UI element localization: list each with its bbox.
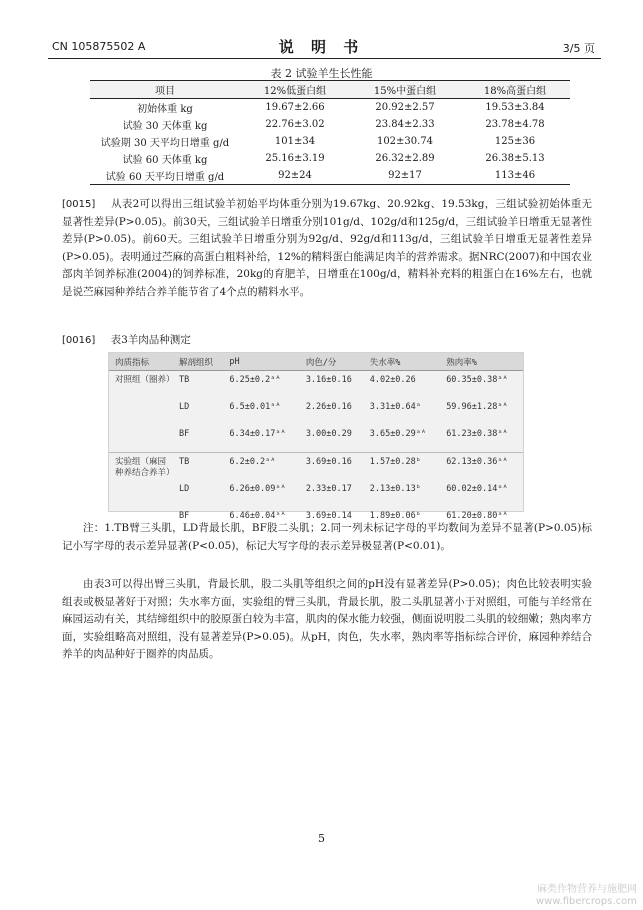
table3-col-header: pH [223,353,299,371]
table3-cell: 62.13±0.36ᵃᴬ [440,453,523,481]
table2-growth-performance [90,80,570,185]
table2-cell: 19.67±2.66 [265,102,325,113]
table3-group-label: 对照组（圈养） [115,375,175,385]
page-indicator: 3/5 页 [562,42,595,55]
table2-row-label: 试验 60 天体重 kg [122,155,208,166]
table3-tissue: BF [179,429,190,439]
table3-cell: 3.69±0.14 [305,511,352,521]
table3-cell: 6.34±0.17ᵃᴬ [229,429,286,439]
table2-row-label: 初始体重 kg [137,104,193,115]
table2-col-header: 项目 [90,81,240,99]
document-title: 说 明 书 [278,38,365,56]
paragraph-0016 [62,332,592,350]
header-divider [48,58,601,59]
table3-meat-quality [109,353,523,534]
table3-cell: 61.23±0.38ᵃᴬ [446,429,508,439]
table3-group-label: 实验组（麻园种养结合养羊） [109,453,173,535]
table3-cell: 6.2±0.2ᵃᴬ [223,453,299,481]
paragraph-tag: [0015] [62,199,96,210]
table3-cell: 4.02±0.26 [369,375,416,385]
table3-cell: 3.65±0.29ᵃᴬ [369,429,427,439]
table3-cell: 1.57±0.28ᵇ [364,453,440,481]
table2-row-label: 试验 30 天体重 kg [122,121,208,132]
table3-row [109,453,523,481]
table3-cell: 6.5±0.01ᵃᴬ [229,402,281,412]
table3-cell: 3.00±0.29 [305,429,352,439]
table2-header-row [90,81,570,99]
table2-row [90,150,570,167]
table2-row [90,116,570,133]
site-watermark [536,884,637,908]
table3-col-header: 肉色/分 [300,353,364,371]
table2-row [90,167,570,185]
table2-cell: 92±17 [350,167,460,185]
table3-row [109,371,523,399]
table3-cell: 2.26±0.16 [305,402,352,412]
table3-cell: 6.25±0.2ᵃᴬ [229,375,281,385]
table2-cell: 101±34 [274,136,316,147]
table3-caption: 表3羊肉品种测定 [110,334,191,346]
table2-cell: 26.32±2.89 [375,153,435,164]
table3-cell: 2.13±0.13ᵇ [369,484,421,494]
table2-col-header: 15%中蛋白组 [350,81,460,99]
table2-cell: 25.16±3.19 [265,153,325,164]
table3-cell: 3.16±0.16 [305,375,352,385]
table3-col-header: 失水率% [364,353,440,371]
table3-tissue: BF [179,511,190,521]
table2-cell: 20.92±2.57 [375,102,435,113]
table3-tissue: LD [179,402,190,412]
table3-cell: 1.89±0.06ᵇ [369,511,421,521]
table2-cell: 19.53±3.84 [485,102,545,113]
table2-row-label: 试验 60 天平均日增重 g/d [90,167,240,185]
table3-col-header: 肉质指标 [109,353,173,371]
table2-row [90,133,570,150]
table2-cell: 102±30.74 [376,136,434,147]
table3-col-header: 熟肉率% [440,353,523,371]
table2-cell: 23.84±2.33 [375,119,435,130]
table2-cell: 23.78±4.78 [485,119,545,130]
table3-header-row [109,353,523,371]
table3-cell: 60.35±0.38ᵃᴬ [446,375,508,385]
paragraph-0015 [62,196,592,302]
table2-row-label: 试验期 30 天平均日增重 g/d [100,138,230,149]
table3-cell: 61.20±0.80ᵃᴬ [446,511,508,521]
table2-caption: 表 2 试验羊生长性能 [270,67,373,80]
table2-col-header: 18%高蛋白组 [460,81,570,99]
table3-tissue: TB [173,453,223,481]
table2-col-header: 12%低蛋白组 [240,81,350,99]
watermark-title: 麻类作物营养与施肥网 [537,884,637,895]
table2-cell: 92±24 [240,167,350,185]
paragraph-text: 从表2可以得出三组试验羊初始平均体重分别为19.67kg、20.92kg、19.53kg，三组试验初始体重无显著性差异(P>0.05)。前30天，三组试验羊日增重分别101g/d、102g/d和125g/d，三组试验羊日增重无显著性差异(P>0.05)。前60天。三组试验羊日增重分别为92g/d、92g/d和113g/d，三组试验羊日增重无显著性差异(P>0.05)。表明通过苎麻的高蛋白粗料补给，12%的精料蛋白能满足肉羊的营养需求。据NRC(2007)和中国农业部肉羊饲养标准(2004)的饲养标准，20kg的育肥羊，日增重在100g/d，精料补充料的粗蛋白在16%左右，也就是说苎麻园种养结合养羊能节省了4个点的精料水平。 [62,198,592,298]
table3-col-header: 解剖组织 [173,353,223,371]
table2-row [90,99,570,117]
table3-cell: 3.69±0.16 [300,453,364,481]
paragraph-tag: [0016] [62,335,96,346]
table3-tissue: TB [179,375,190,385]
table3-cell: 60.02±0.14ᵃᴬ [446,484,508,494]
watermark-url: www.fibercrops.com [535,896,637,907]
table2-cell: 113±46 [460,167,570,185]
table3-cell: 6.26±0.09ᵃᴬ [229,484,286,494]
conclusion-paragraph: 由表3可以得出臂三头肌，背最长肌，股二头肌等组织之间的pH没有显著差异(P>0.05)；肉色比较表明实验组表或极显著好于对照；失水率方面，实验组的臂三头肌，背最长肌，股二头肌显著小于对照组，可能与羊经常在麻园运动有关，其结缔组织中的胶原蛋白较为丰富，肌肉的保水能力较强，侧面说明股二头肌的较细嫩；熟肉率方面，实验组略高对照组，没有显著差异(P>0.05)。从pH，肉色，失水率，熟肉率等指标综合评价，麻园种养结合养羊的肉品种好于圈养的肉品质。 [62,578,592,661]
table3-cell: 6.46±0.04ᵃᴬ [229,511,286,521]
table3-cell: 3.31±0.64ᵃ [369,402,421,412]
page-number: 5 [318,832,325,845]
table2-cell: 22.76±3.02 [265,119,325,130]
table2-cell: 26.38±5.13 [485,153,545,164]
table3-note: 注：1.TB臂三头肌，LD背最长肌，BF股二头肌；2.同一列未标记字母的平均数间为差异不显著(P>0.05)标记小写字母的表示差异显著(P<0.05)，标记大写字母的表示差异极显著(P<0.01)。 [62,522,592,552]
table3-cell: 59.96±1.28ᵃᴬ [446,402,508,412]
table2-cell: 125±36 [494,136,536,147]
table3-tissue: LD [179,484,190,494]
table3-scan [108,352,524,521]
table3-cell: 2.33±0.17 [305,484,352,494]
patent-number: CN 105875502 A [52,40,146,53]
